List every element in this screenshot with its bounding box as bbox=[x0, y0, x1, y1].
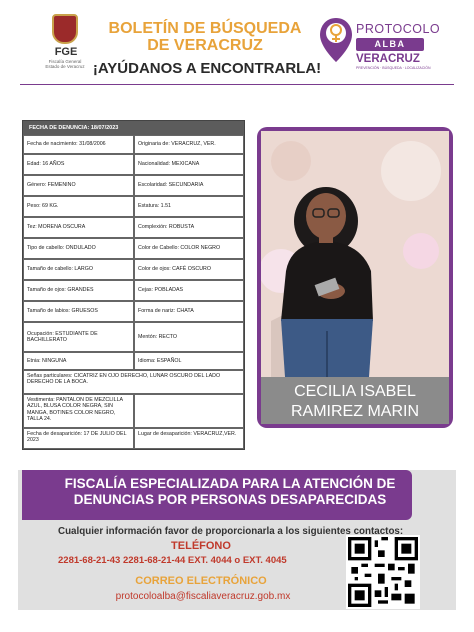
vestimenta: Vestimenta: PANTALON DE MEZCLILLA AZUL, BLUSA COLOR NEGRA, SIN MANGA, BOTINES COLOR NEGRO, TALLA 24. bbox=[23, 394, 134, 428]
table-cell-right: Forma de nariz: CHATA bbox=[134, 301, 244, 322]
table-cell-left: Peso: 69 KG. bbox=[23, 196, 134, 217]
table-cell-right: Idioma: ESPAÑOL bbox=[134, 352, 244, 370]
missing-person-photo bbox=[261, 131, 449, 377]
table-cell-right: Escolaridad: SECUNDARIA bbox=[134, 175, 244, 196]
fge-label: FGE bbox=[54, 46, 78, 58]
correo-label: CORREO ELECTRÓNICO bbox=[135, 575, 267, 587]
lugar-desaparicion: Lugar de desaparición: VERACRUZ,VER. bbox=[134, 428, 244, 449]
table-cell-left: Tamaño de labios: GRUESOS bbox=[23, 301, 134, 322]
fge-subtitle: Fiscalía General Estado de Veracruz bbox=[45, 59, 85, 69]
qr-code[interactable] bbox=[346, 535, 420, 609]
contact-intro: Cualquier información favor de proporcionarla a los siguientes contactos: bbox=[58, 526, 404, 537]
senas-particulares: Señas particulares: CICATRIZ EN OJO DERECHO, LUNAR OSCURO DEL LADO DERECHO DE LA BOCA. bbox=[23, 370, 244, 394]
table-cell-left: Fecha de nacimiento: 31/08/2006 bbox=[23, 135, 134, 154]
table-cell-left: Género: FEMENINO bbox=[23, 175, 134, 196]
fiscalia-title-line1: FISCALÍA ESPECIALIZADA PARA LA ATENCIÓN DE bbox=[64, 476, 396, 491]
bulletin-title-line1: BOLETÍN DE BÚSQUEDA bbox=[108, 20, 302, 37]
alba-badge: ALBA bbox=[356, 38, 424, 51]
header-divider bbox=[20, 84, 454, 85]
telefono-label: TELÉFONO bbox=[171, 540, 231, 552]
fecha-desaparicion: Fecha de desaparición: 17 DE JULIO DEL 2023 bbox=[23, 428, 134, 449]
table-cell-left: Edad: 16 AÑOS bbox=[23, 154, 134, 175]
person-name-line1: CECILIA ISABEL bbox=[294, 383, 416, 400]
table-cell-right: Color de Cabello: COLOR NEGRO bbox=[134, 238, 244, 259]
table-cell-left: Etnia: NINGUNA bbox=[23, 352, 134, 370]
person-data-table bbox=[22, 120, 245, 450]
protocolo-label: PROTOCOLO bbox=[356, 22, 441, 36]
protocolo-pin-icon bbox=[318, 16, 354, 64]
protocolo-tagline: PREVENCIÓN · BÚSQUEDA · LOCALIZACIÓN bbox=[356, 66, 431, 70]
fiscalia-title-line2: DENUNCIAS POR PERSONAS DESAPARECIDAS bbox=[73, 492, 387, 507]
table-cell-right: Cejas: POBLADAS bbox=[134, 280, 244, 301]
vestimenta-right-cell bbox=[134, 394, 244, 428]
bulletin-title-line2: DE VERACRUZ bbox=[147, 37, 263, 54]
table-cell-right: Mentón: RECTO bbox=[134, 322, 244, 352]
fge-shield-logo bbox=[52, 14, 78, 44]
table-cell-right: Complexión: ROBUSTA bbox=[134, 217, 244, 238]
correo-link[interactable]: protocoloalba@fiscaliaveracruz.gob.mx bbox=[115, 591, 291, 602]
table-cell-right: Color de ojos: CAFÉ OSCURO bbox=[134, 259, 244, 280]
table-cell-left: Tamaño de cabello: LARGO bbox=[23, 259, 134, 280]
table-cell-left: Ocupación: ESTUDIANTE DE BACHILLERATO bbox=[23, 322, 134, 352]
table-cell-left: Tez: MORENA OSCURA bbox=[23, 217, 134, 238]
fecha-denuncia-header: FECHA DE DENUNCIA: 18/07/2023 bbox=[23, 121, 244, 135]
person-name-line2: RAMIREZ MARIN bbox=[291, 403, 419, 420]
veracruz-label: VERACRUZ bbox=[356, 53, 420, 65]
table-cell-right: Nacionalidad: MEXICANA bbox=[134, 154, 244, 175]
table-cell-left: Tamaño de ojos: GRANDES bbox=[23, 280, 134, 301]
table-cell-left: Tipo de cabello: ONDULADO bbox=[23, 238, 134, 259]
help-find-her-headline: ¡AYÚDANOS A ENCONTRARLA! bbox=[92, 60, 322, 77]
table-cell-right: Originaria de: VERACRUZ, VER. bbox=[134, 135, 244, 154]
table-cell-right: Estatura: 1.51 bbox=[134, 196, 244, 217]
telefono-numbers[interactable]: 2281-68-21-43 2281-68-21-44 EXT. 4044 o EXT. 4045 bbox=[58, 555, 287, 566]
